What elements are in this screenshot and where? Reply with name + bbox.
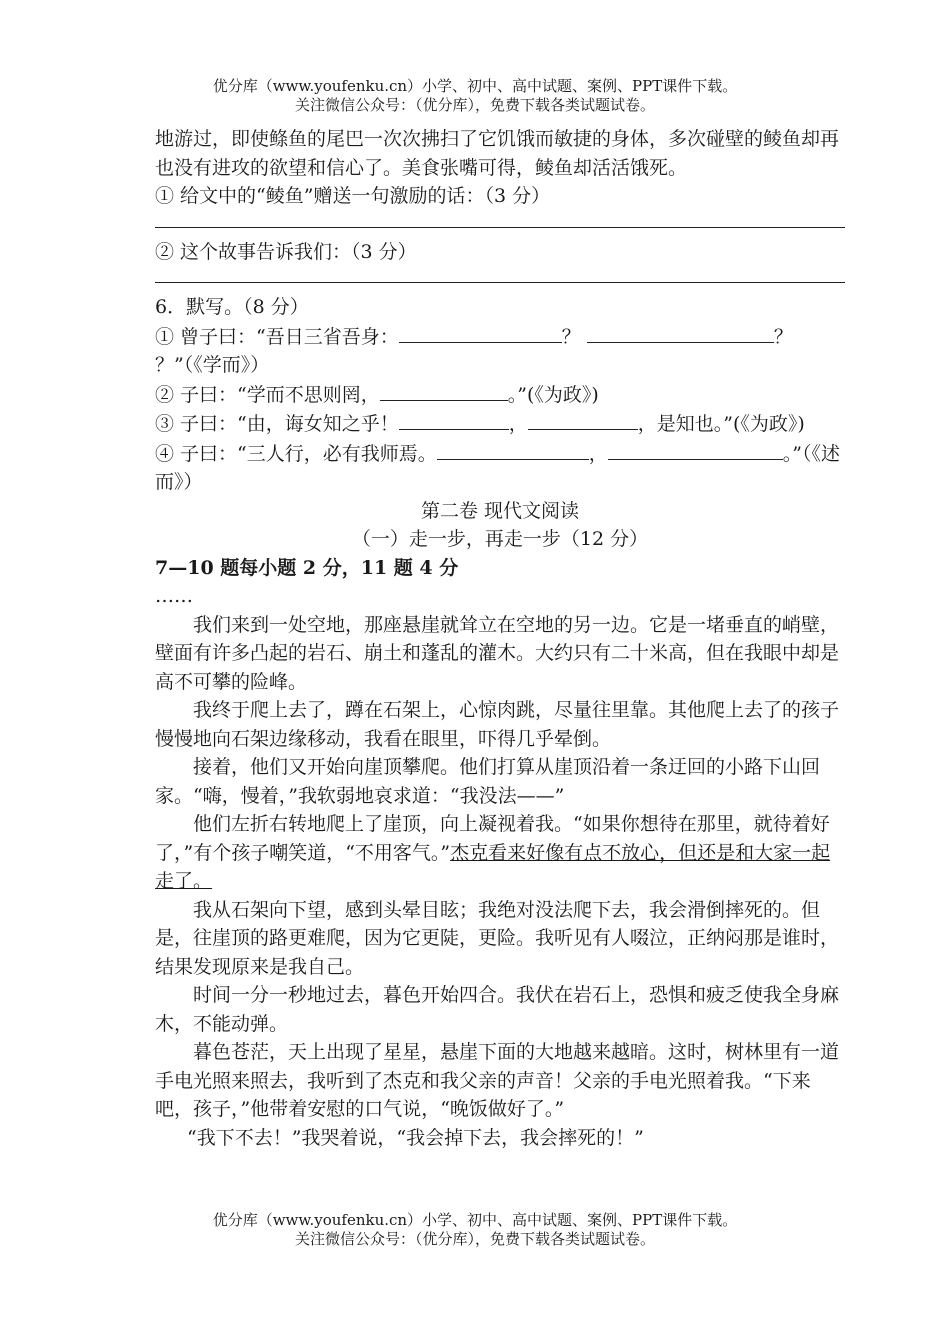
recitation-item-2 (155, 380, 845, 410)
recitation-item-4 (155, 439, 845, 497)
passage-paragraph-1: 我们来到一处空地，那座悬崖就耸立在空地的另一边。它是一堵垂直的峭壁，壁面有许多凸起的岩石、崩土和蓬乱的灌木。大约只有二十米高，但在我眼中却是高不可攀的险峰。 (155, 613, 840, 693)
footer-line-1: 优分库（www.youfenku.cn）小学、初中、高中试题、案例、PPT课件下载。 (212, 1211, 738, 1229)
passage-paragraph-6: 时间一分一秒地过去，暮色开始四合。我伏在岩石上，恐惧和疲乏使我全身麻木，不能动弹。 (155, 984, 840, 1035)
ellipsis: …… (155, 585, 193, 607)
question-6-title: 6．默写。（8 分） (155, 296, 309, 318)
answer-line-5-1[interactable] (155, 211, 845, 228)
section-1-subtitle: （一）走一步，再走一步（12 分） (351, 528, 649, 550)
answer-line-5-2[interactable] (155, 266, 845, 283)
recitation-text: ④ 子曰：“三人行，必有我师焉。 (155, 442, 437, 465)
scoring-note: 7—10 题每小题 2 分，11 题 4 分 (155, 556, 459, 579)
page-footer (0, 1211, 950, 1249)
question-5-1: ① 给文中的“鲮鱼”赠送一句激励的话：（3 分） (155, 185, 551, 207)
recitation-text: ， (508, 413, 528, 435)
fill-blank[interactable] (399, 409, 509, 430)
passage-paragraph-7: 暮色苍茫，天上出现了星星，悬崖下面的大地越来越暗。这时，树林里有一道手电光照来照去，我听到了杰克和我父亲的声音！父亲的手电光照着我。“下来吧，孩子，”他带着安慰的口气说，“晚饭做好了。” (155, 1041, 840, 1120)
fill-blank[interactable] (380, 380, 508, 401)
page-header (0, 77, 950, 115)
fill-blank[interactable] (608, 439, 783, 460)
recitation-item-1-cont: ？”（《学而》） (155, 354, 270, 376)
recitation-text: ① 曾子曰：“吾日三省吾身： (155, 325, 399, 348)
recitation-text: 。”(《为政》) (507, 383, 599, 406)
fill-blank[interactable] (528, 409, 638, 430)
story-end-paragraph: 地游过，即使鲦鱼的尾巴一次次拂扫了它饥饿而敏捷的身体，多次碰壁的鲮鱼却再也没有进攻的欲望和信心了。美食张嘴可得，鲮鱼却活活饿死。 (155, 128, 840, 179)
part-2-title: 第二卷 现代文阅读 (420, 499, 580, 522)
recitation-text: ？ (561, 325, 581, 348)
header-line-1: 优分库（www.youfenku.cn）小学、初中、高中试题、案例、PPT课件下载。 (212, 77, 738, 95)
header-line-2: 关注微信公众号：（优分库），免费下载各类试题试卷。 (294, 96, 655, 114)
recitation-text: ？ (773, 325, 793, 348)
recitation-text: ③ 子曰：“由，诲女知之乎！ (155, 413, 399, 435)
recitation-text: ② 子曰：“学而不思则罔， (155, 383, 380, 406)
passage-paragraph-2: 我终于爬上去了，蹲在石架上，心惊肉跳，尽量往里靠。其他爬上去了的孩子慢慢地向石架边缘移动，我看在眼里，吓得几乎晕倒。 (155, 699, 840, 750)
recitation-item-1 (155, 322, 845, 352)
page-content (155, 125, 845, 1152)
fill-blank[interactable] (437, 439, 589, 460)
question-5-2: ② 这个故事告诉我们：（3 分） (155, 240, 417, 263)
passage-paragraph-8: “我下不去！”我哭着说，“我会掉下去，我会摔死的！” (187, 1126, 644, 1149)
fill-blank[interactable] (399, 322, 562, 343)
passage-text: 他们左折右转地爬上了崖顶，向上凝视着我。“如果你想待在那里，就待着好了，”有个孩子嘲笑道，“不用客气。” (155, 813, 830, 864)
passage-paragraph-3: 接着，他们又开始向崖顶攀爬。他们打算从崖顶沿着一条迂回的小路下山回家。“嗨，慢着，”我软弱地哀求道：“我没法——” (155, 756, 821, 807)
footer-line-2: 关注微信公众号：（优分库），免费下载各类试题试卷。 (294, 1230, 655, 1248)
passage-paragraph-5: 我从石架向下望，感到头晕目眩；我绝对没法爬下去，我会滑倒摔死的。但是，往崖顶的路更难爬，因为它更陡，更险。我听见有人啜泣，正纳闷那是谁时，结果发现原来是我自己。 (155, 898, 840, 978)
recitation-text: 。”（《述而》） (155, 442, 840, 493)
underlined-sentence: 杰克看来好像有点不放心，但还是和大家一起走了。 (155, 841, 831, 892)
fill-blank[interactable] (587, 322, 774, 343)
recitation-item-3 (155, 409, 845, 439)
recitation-text: ，是知也。”(《为政》) (637, 413, 805, 435)
passage-paragraph-4 (155, 810, 845, 896)
recitation-text: ， (588, 442, 608, 465)
